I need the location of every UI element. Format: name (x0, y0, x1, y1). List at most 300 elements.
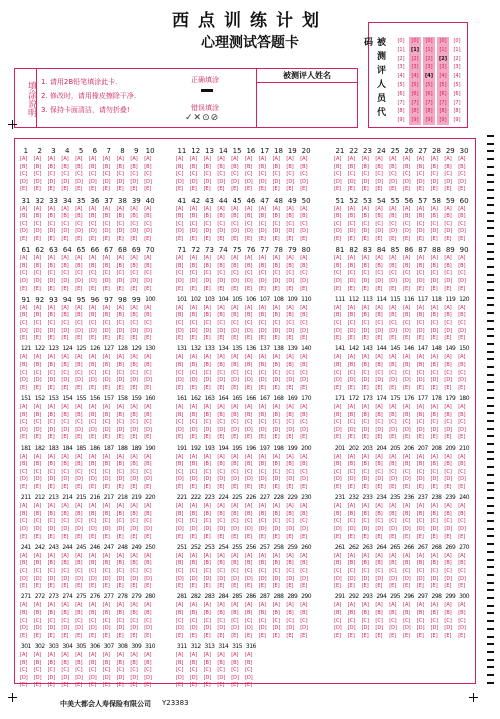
answer-bubble[interactable]: [D] (89, 277, 97, 284)
answer-bubble[interactable]: [D] (89, 228, 97, 235)
answer-bubble[interactable]: [E] (20, 384, 28, 391)
answer-bubble[interactable]: [A] (231, 652, 239, 658)
answer-bubble[interactable]: [D] (75, 228, 83, 235)
answer-bubble[interactable]: [C] (231, 567, 239, 574)
answer-bubble[interactable]: [C] (403, 468, 411, 475)
answer-bubble[interactable]: [E] (389, 583, 397, 590)
answer-bubble[interactable]: [E] (144, 186, 152, 193)
answer-bubble[interactable]: [E] (89, 335, 97, 342)
answer-bubble[interactable]: [A] (361, 552, 369, 559)
answer-bubble[interactable]: [D] (116, 377, 125, 384)
answer-bubble[interactable]: [E] (458, 186, 466, 193)
answer-bubble[interactable]: [B] (430, 163, 438, 170)
answer-bubble[interactable]: [B] (361, 262, 369, 269)
code-bubble[interactable]: [3] (453, 64, 461, 71)
answer-bubble[interactable]: [B] (89, 510, 97, 517)
answer-bubble[interactable]: [B] (286, 361, 294, 368)
answer-bubble[interactable]: [E] (47, 434, 55, 441)
answer-bubble[interactable]: [A] (20, 255, 28, 262)
answer-bubble[interactable]: [A] (176, 453, 184, 460)
answer-bubble[interactable]: [A] (47, 453, 55, 460)
answer-bubble[interactable]: [A] (203, 304, 211, 311)
answer-bubble[interactable]: [E] (416, 285, 424, 292)
answer-bubble[interactable]: [C] (144, 518, 152, 525)
answer-bubble[interactable]: [B] (258, 163, 267, 170)
answer-bubble[interactable]: [C] (375, 468, 383, 475)
answer-bubble[interactable]: [A] (61, 255, 69, 262)
answer-bubble[interactable]: [B] (416, 312, 425, 319)
answer-bubble[interactable]: [C] (416, 171, 425, 178)
answer-bubble[interactable]: [E] (416, 186, 424, 193)
answer-bubble[interactable]: [A] (116, 503, 124, 510)
answer-bubble[interactable]: [B] (61, 312, 69, 319)
answer-bubble[interactable]: [E] (444, 384, 452, 391)
answer-bubble[interactable]: [D] (300, 575, 308, 582)
answer-bubble[interactable]: [A] (217, 354, 225, 361)
answer-bubble[interactable]: [D] (334, 525, 342, 532)
answer-bubble[interactable]: [E] (444, 285, 452, 292)
answer-bubble[interactable]: [C] (458, 369, 466, 376)
answer-bubble[interactable]: [A] (430, 156, 438, 162)
answer-bubble[interactable]: [E] (33, 632, 41, 639)
answer-bubble[interactable]: [A] (20, 602, 28, 609)
answer-bubble[interactable]: [B] (102, 560, 111, 567)
answer-bubble[interactable]: [A] (403, 156, 411, 162)
answer-bubble[interactable]: [D] (334, 228, 342, 235)
answer-bubble[interactable]: [C] (231, 419, 239, 426)
answer-bubble[interactable]: [C] (217, 419, 225, 426)
answer-bubble[interactable]: [A] (217, 304, 225, 311)
answer-bubble[interactable]: [E] (189, 186, 197, 193)
answer-bubble[interactable]: [C] (334, 319, 342, 326)
answer-bubble[interactable]: [D] (347, 327, 356, 334)
answer-bubble[interactable]: [B] (458, 213, 466, 220)
answer-bubble[interactable]: [C] (389, 319, 397, 326)
answer-bubble[interactable]: [B] (258, 262, 267, 269)
answer-bubble[interactable]: [C] (416, 567, 425, 574)
answer-bubble[interactable]: [C] (102, 220, 111, 227)
answer-bubble[interactable]: [C] (334, 567, 342, 574)
answer-bubble[interactable]: [A] (389, 255, 397, 262)
answer-bubble[interactable]: [D] (416, 277, 425, 284)
answer-bubble[interactable]: [C] (389, 617, 397, 624)
answer-bubble[interactable]: [C] (375, 319, 383, 326)
answer-bubble[interactable]: [B] (33, 609, 42, 616)
answer-bubble[interactable]: [B] (189, 560, 198, 567)
code-bubble[interactable]: [7] (409, 99, 421, 108)
answer-bubble[interactable]: [E] (361, 434, 369, 441)
answer-bubble[interactable]: [A] (458, 156, 466, 162)
answer-bubble[interactable]: [A] (444, 255, 452, 262)
answer-bubble[interactable]: [D] (75, 575, 83, 582)
answer-bubble[interactable]: [A] (231, 156, 239, 162)
answer-bubble[interactable]: [C] (116, 667, 124, 674)
answer-bubble[interactable]: [A] (61, 652, 69, 658)
answer-bubble[interactable]: [D] (130, 525, 139, 532)
answer-bubble[interactable]: [B] (144, 609, 152, 616)
answer-bubble[interactable]: [E] (361, 384, 369, 391)
answer-bubble[interactable]: [D] (144, 525, 152, 532)
code-bubble[interactable]: [2] (438, 55, 448, 62)
answer-bubble[interactable]: [C] (458, 171, 466, 178)
answer-bubble[interactable]: [C] (33, 171, 42, 178)
answer-bubble[interactable]: [E] (89, 682, 97, 689)
answer-bubble[interactable]: [A] (300, 354, 308, 361)
answer-bubble[interactable]: [D] (458, 476, 466, 483)
answer-bubble[interactable]: [C] (102, 319, 111, 326)
answer-bubble[interactable]: [B] (75, 361, 83, 368)
answer-bubble[interactable]: [C] (89, 220, 97, 227)
answer-bubble[interactable]: [D] (144, 327, 152, 334)
answer-bubble[interactable]: [E] (217, 434, 225, 441)
answer-bubble[interactable]: [E] (300, 335, 308, 342)
answer-bubble[interactable]: [C] (347, 319, 356, 326)
answer-bubble[interactable]: [B] (144, 262, 152, 269)
answer-bubble[interactable]: [B] (75, 163, 83, 170)
answer-bubble[interactable]: [E] (245, 384, 253, 391)
answer-bubble[interactable]: [D] (116, 625, 125, 632)
answer-bubble[interactable]: [B] (231, 510, 239, 517)
answer-bubble[interactable]: [A] (176, 255, 184, 262)
answer-bubble[interactable]: [A] (75, 552, 83, 559)
answer-bubble[interactable]: [B] (300, 461, 308, 468)
answer-bubble[interactable]: [A] (286, 255, 294, 262)
answer-bubble[interactable]: [B] (217, 560, 225, 567)
answer-bubble[interactable]: [B] (176, 411, 184, 418)
answer-bubble[interactable]: [E] (258, 235, 266, 242)
answer-bubble[interactable]: [C] (217, 567, 225, 574)
answer-bubble[interactable]: [E] (89, 583, 97, 590)
answer-bubble[interactable]: [E] (347, 285, 355, 292)
answer-bubble[interactable]: [C] (130, 567, 138, 574)
answer-bubble[interactable]: [A] (430, 503, 438, 510)
answer-bubble[interactable]: [D] (347, 178, 356, 185)
answer-bubble[interactable]: [A] (144, 156, 152, 162)
answer-bubble[interactable]: [A] (89, 552, 97, 559)
answer-bubble[interactable]: [B] (334, 609, 342, 616)
answer-bubble[interactable]: [B] (245, 312, 253, 319)
answer-bubble[interactable]: [C] (403, 369, 411, 376)
answer-bubble[interactable]: [A] (444, 304, 452, 311)
answer-bubble[interactable]: [A] (334, 205, 342, 212)
answer-bubble[interactable]: [E] (403, 186, 411, 193)
answer-bubble[interactable]: [D] (347, 277, 356, 284)
answer-bubble[interactable]: [C] (231, 617, 239, 624)
answer-bubble[interactable]: [D] (89, 575, 97, 582)
answer-bubble[interactable]: [E] (75, 235, 83, 242)
answer-bubble[interactable]: [B] (300, 312, 308, 319)
answer-bubble[interactable]: [E] (176, 285, 184, 292)
answer-bubble[interactable]: [B] (444, 510, 452, 517)
answer-bubble[interactable]: [E] (89, 235, 97, 242)
code-bubble[interactable]: [1] (423, 46, 435, 55)
answer-bubble[interactable]: [C] (176, 468, 184, 475)
answer-bubble[interactable]: [E] (258, 384, 266, 391)
answer-bubble[interactable]: [E] (102, 335, 110, 342)
answer-bubble[interactable]: [B] (272, 361, 280, 368)
answer-bubble[interactable]: [A] (272, 503, 280, 510)
answer-bubble[interactable]: [A] (176, 304, 184, 311)
answer-bubble[interactable]: [B] (89, 213, 97, 220)
answer-bubble[interactable]: [D] (347, 476, 356, 483)
answer-bubble[interactable]: [A] (334, 156, 342, 162)
answer-bubble[interactable]: [D] (203, 476, 212, 483)
answer-bubble[interactable]: [E] (33, 434, 41, 441)
answer-bubble[interactable]: [D] (89, 327, 97, 334)
answer-bubble[interactable]: [D] (176, 228, 184, 235)
answer-bubble[interactable]: [B] (203, 213, 211, 220)
answer-bubble[interactable]: [B] (258, 510, 267, 517)
answer-bubble[interactable]: [C] (458, 468, 466, 475)
answer-bubble[interactable]: [B] (203, 163, 211, 170)
answer-bubble[interactable]: [A] (217, 652, 225, 658)
answer-bubble[interactable]: [C] (347, 567, 356, 574)
answer-bubble[interactable]: [A] (33, 652, 42, 658)
answer-bubble[interactable]: [E] (33, 335, 41, 342)
answer-bubble[interactable]: [C] (130, 220, 138, 227)
answer-bubble[interactable]: [C] (20, 518, 28, 525)
answer-bubble[interactable]: [C] (144, 617, 152, 624)
answer-bubble[interactable]: [D] (458, 377, 466, 384)
answer-bubble[interactable]: [E] (203, 632, 211, 639)
answer-bubble[interactable]: [B] (375, 213, 383, 220)
answer-bubble[interactable]: [B] (176, 659, 184, 666)
answer-bubble[interactable]: [E] (130, 483, 138, 490)
answer-bubble[interactable]: [C] (403, 171, 411, 178)
answer-bubble[interactable]: [D] (403, 575, 411, 582)
answer-bubble[interactable]: [D] (33, 327, 42, 334)
answer-bubble[interactable]: [D] (258, 426, 267, 433)
answer-bubble[interactable]: [A] (286, 156, 294, 162)
answer-bubble[interactable]: [D] (458, 277, 466, 284)
answer-bubble[interactable]: [C] (116, 617, 124, 624)
code-bubble[interactable]: [9] (397, 117, 405, 124)
answer-bubble[interactable]: [A] (217, 503, 225, 510)
answer-bubble[interactable]: [B] (130, 560, 138, 567)
answer-bubble[interactable]: [B] (389, 461, 397, 468)
answer-bubble[interactable]: [C] (245, 567, 253, 574)
answer-bubble[interactable]: [A] (416, 552, 425, 559)
answer-bubble[interactable]: [B] (189, 461, 198, 468)
answer-bubble[interactable]: [C] (300, 270, 308, 277)
answer-bubble[interactable]: [E] (61, 583, 69, 590)
answer-bubble[interactable]: [A] (33, 354, 42, 361)
answer-bubble[interactable]: [B] (245, 510, 253, 517)
answer-bubble[interactable]: [E] (334, 533, 342, 540)
answer-bubble[interactable]: [E] (47, 583, 55, 590)
answer-bubble[interactable]: [B] (47, 262, 55, 269)
answer-bubble[interactable]: [B] (102, 411, 111, 418)
answer-bubble[interactable]: [D] (89, 625, 97, 632)
answer-bubble[interactable]: [C] (231, 468, 239, 475)
answer-bubble[interactable]: [C] (286, 617, 294, 624)
answer-bubble[interactable]: [E] (389, 632, 397, 639)
answer-bubble[interactable]: [E] (300, 533, 308, 540)
answer-bubble[interactable]: [B] (102, 609, 111, 616)
answer-bubble[interactable]: [E] (189, 434, 197, 441)
answer-bubble[interactable]: [A] (245, 255, 253, 262)
answer-bubble[interactable]: [D] (217, 674, 226, 681)
answer-bubble[interactable]: [D] (144, 178, 152, 185)
answer-bubble[interactable]: [E] (231, 483, 239, 490)
answer-bubble[interactable]: [D] (361, 525, 370, 532)
answer-bubble[interactable]: [E] (102, 682, 110, 689)
answer-bubble[interactable]: [B] (334, 411, 342, 418)
answer-bubble[interactable]: [B] (20, 510, 28, 517)
answer-bubble[interactable]: [C] (375, 171, 383, 178)
answer-bubble[interactable]: [A] (47, 602, 55, 609)
answer-bubble[interactable]: [D] (189, 575, 198, 582)
answer-bubble[interactable]: [A] (89, 602, 97, 609)
answer-bubble[interactable]: [A] (130, 552, 138, 559)
code-bubble[interactable]: [4] (437, 72, 449, 81)
answer-bubble[interactable]: [E] (231, 285, 239, 292)
answer-bubble[interactable]: [C] (176, 567, 184, 574)
answer-bubble[interactable]: [A] (47, 156, 55, 162)
answer-bubble[interactable]: [D] (75, 674, 83, 681)
answer-bubble[interactable]: [E] (361, 583, 369, 590)
answer-bubble[interactable]: [A] (33, 453, 42, 460)
code-bubble[interactable]: [9] (453, 117, 461, 124)
answer-bubble[interactable]: [D] (430, 525, 439, 532)
answer-bubble[interactable]: [A] (47, 255, 55, 262)
answer-bubble[interactable]: [C] (286, 518, 294, 525)
answer-bubble[interactable]: [B] (389, 510, 397, 517)
answer-bubble[interactable]: [A] (47, 404, 55, 410)
answer-bubble[interactable]: [D] (217, 377, 226, 384)
answer-bubble[interactable]: [E] (20, 583, 28, 590)
answer-bubble[interactable]: [B] (231, 312, 239, 319)
answer-bubble[interactable]: [D] (361, 277, 370, 284)
answer-bubble[interactable]: [D] (375, 377, 384, 384)
answer-bubble[interactable]: [C] (430, 468, 438, 475)
answer-bubble[interactable]: [B] (334, 213, 342, 220)
answer-bubble[interactable]: [C] (347, 468, 356, 475)
answer-bubble[interactable]: [E] (286, 186, 294, 193)
answer-bubble[interactable]: [D] (33, 476, 42, 483)
answer-bubble[interactable]: [B] (286, 609, 294, 616)
answer-bubble[interactable]: [D] (20, 228, 28, 235)
answer-bubble[interactable]: [B] (189, 361, 198, 368)
answer-bubble[interactable]: [B] (75, 213, 83, 220)
answer-bubble[interactable]: [A] (458, 453, 466, 460)
answer-bubble[interactable]: [D] (203, 426, 212, 433)
answer-bubble[interactable]: [C] (130, 171, 138, 178)
answer-bubble[interactable]: [B] (89, 163, 97, 170)
answer-bubble[interactable]: [D] (116, 476, 125, 483)
answer-bubble[interactable]: [B] (144, 510, 152, 517)
answer-bubble[interactable]: [A] (47, 304, 55, 311)
answer-bubble[interactable]: [B] (245, 411, 253, 418)
answer-bubble[interactable]: [B] (116, 213, 124, 220)
answer-bubble[interactable]: [C] (347, 518, 356, 525)
answer-bubble[interactable]: [B] (89, 411, 97, 418)
answer-bubble[interactable]: [B] (389, 163, 397, 170)
answer-bubble[interactable]: [B] (403, 163, 411, 170)
answer-bubble[interactable]: [D] (272, 476, 281, 483)
answer-bubble[interactable]: [C] (361, 220, 369, 227)
answer-bubble[interactable]: [B] (89, 560, 97, 567)
answer-bubble[interactable]: [C] (20, 468, 28, 475)
code-bubble[interactable]: [9] (409, 116, 421, 125)
answer-bubble[interactable]: [C] (203, 468, 211, 475)
answer-bubble[interactable]: [A] (61, 552, 69, 559)
answer-bubble[interactable]: [D] (20, 327, 28, 334)
answer-bubble[interactable]: [A] (20, 354, 28, 361)
answer-bubble[interactable]: [D] (258, 625, 267, 632)
answer-bubble[interactable]: [A] (75, 404, 83, 410)
answer-bubble[interactable]: [D] (47, 525, 56, 532)
answer-bubble[interactable]: [D] (300, 476, 308, 483)
answer-bubble[interactable]: [C] (217, 518, 225, 525)
answer-bubble[interactable]: [D] (189, 476, 198, 483)
answer-bubble[interactable]: [B] (258, 312, 267, 319)
answer-bubble[interactable]: [A] (203, 255, 211, 262)
answer-bubble[interactable]: [A] (258, 156, 267, 162)
answer-bubble[interactable]: [E] (334, 186, 342, 193)
answer-bubble[interactable]: [D] (272, 525, 281, 532)
answer-bubble[interactable]: [A] (176, 404, 184, 410)
answer-bubble[interactable]: [E] (416, 384, 424, 391)
answer-bubble[interactable]: [A] (389, 503, 397, 510)
answer-bubble[interactable]: [D] (189, 277, 198, 284)
answer-bubble[interactable]: [A] (245, 652, 253, 658)
answer-bubble[interactable]: [A] (217, 404, 225, 410)
answer-bubble[interactable]: [E] (231, 384, 239, 391)
answer-bubble[interactable]: [D] (102, 674, 111, 681)
answer-bubble[interactable]: [E] (144, 235, 152, 242)
answer-bubble[interactable]: [A] (458, 255, 466, 262)
code-bubble[interactable]: [1] (410, 46, 420, 53)
answer-bubble[interactable]: [D] (430, 277, 439, 284)
answer-bubble[interactable]: [D] (20, 178, 28, 185)
answer-bubble[interactable]: [E] (176, 682, 184, 689)
answer-bubble[interactable]: [D] (176, 426, 184, 433)
answer-bubble[interactable]: [D] (203, 228, 212, 235)
answer-bubble[interactable]: [C] (130, 617, 138, 624)
answer-bubble[interactable]: [B] (444, 461, 452, 468)
answer-bubble[interactable]: [D] (116, 327, 125, 334)
answer-bubble[interactable]: [A] (375, 404, 383, 410)
answer-bubble[interactable]: [A] (334, 552, 342, 559)
answer-bubble[interactable]: [D] (300, 525, 308, 532)
answer-bubble[interactable]: [B] (458, 609, 466, 616)
answer-bubble[interactable]: [E] (334, 285, 342, 292)
answer-bubble[interactable]: [D] (33, 625, 42, 632)
answer-bubble[interactable]: [D] (33, 228, 42, 235)
answer-bubble[interactable]: [E] (231, 533, 239, 540)
answer-bubble[interactable]: [E] (347, 533, 355, 540)
answer-bubble[interactable]: [A] (430, 205, 438, 212)
answer-bubble[interactable]: [D] (444, 426, 453, 433)
answer-bubble[interactable]: [B] (272, 411, 280, 418)
answer-bubble[interactable]: [D] (444, 178, 453, 185)
answer-bubble[interactable]: [A] (245, 602, 253, 609)
answer-bubble[interactable]: [C] (286, 567, 294, 574)
answer-bubble[interactable]: [E] (89, 434, 97, 441)
answer-bubble[interactable]: [D] (130, 625, 139, 632)
answer-bubble[interactable]: [B] (416, 361, 425, 368)
answer-bubble[interactable]: [B] (231, 163, 239, 170)
answer-bubble[interactable]: [A] (144, 354, 152, 361)
answer-bubble[interactable]: [C] (61, 667, 69, 674)
answer-bubble[interactable]: [D] (334, 377, 342, 384)
answer-bubble[interactable]: [C] (189, 518, 198, 525)
answer-bubble[interactable]: [A] (272, 404, 280, 410)
answer-bubble[interactable]: [B] (416, 510, 425, 517)
answer-bubble[interactable]: [B] (176, 361, 184, 368)
answer-bubble[interactable]: [C] (89, 270, 97, 277)
